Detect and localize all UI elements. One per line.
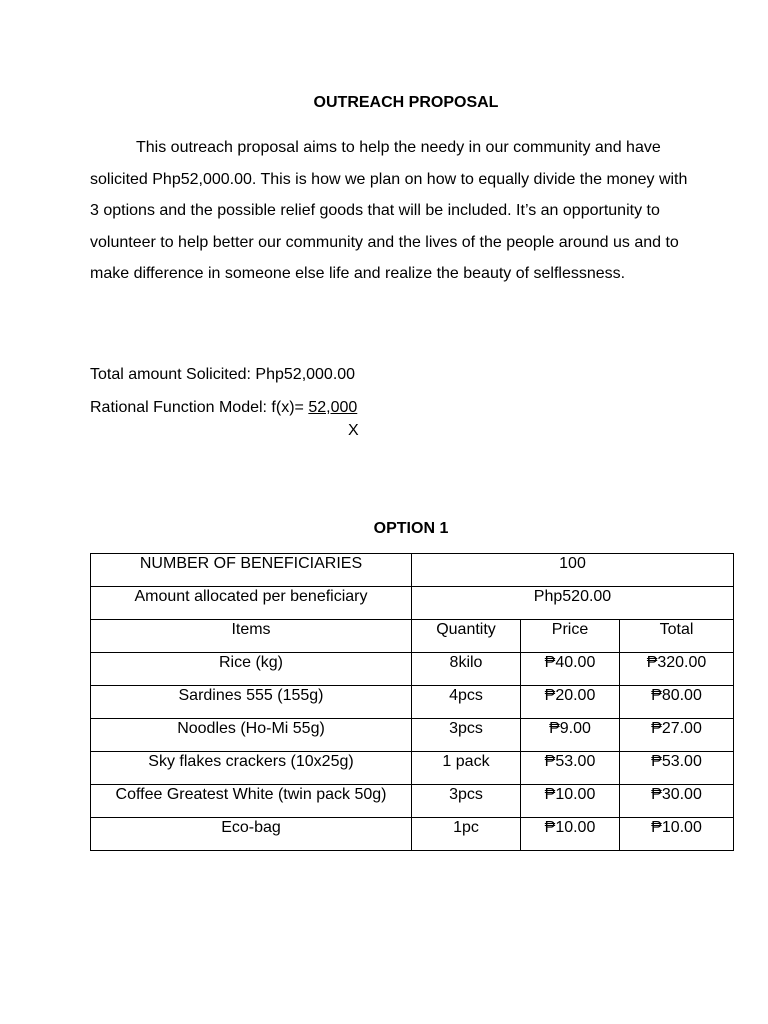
allocation-label: Amount allocated per beneficiary (91, 587, 412, 620)
item-name: Sardines 555 (155g) (91, 686, 412, 719)
beneficiaries-label: NUMBER OF BENEFICIARIES (91, 554, 412, 587)
model-denominator: X (348, 422, 359, 439)
item-name: Noodles (Ho-Mi 55g) (91, 719, 412, 752)
rational-function-model-line (90, 399, 357, 417)
model-label: Rational Function Model: f(x)= (90, 399, 309, 416)
allocation-row (91, 587, 734, 620)
item-name: Sky flakes crackers (10x25g) (91, 752, 412, 785)
item-total: ₱10.00 (620, 818, 734, 851)
item-quantity: 3pcs (412, 785, 521, 818)
item-quantity: 3pcs (412, 719, 521, 752)
intro-paragraph: This outreach proposal aims to help the needy in our community and have solicited Php52,000.00. This is how we plan on how to equally divide the money with 3 options and the possible relief goods that will be included. It’s an opportunity to volunteer to help better our community and the lives of the people around us and to make difference in someone else life and realize the beauty of selflessness. (90, 139, 688, 282)
item-price: ₱10.00 (521, 785, 620, 818)
item-total: ₱320.00 (620, 653, 734, 686)
table-row (91, 785, 734, 818)
item-price: ₱9.00 (521, 719, 620, 752)
table-row (91, 686, 734, 719)
item-total: ₱53.00 (620, 752, 734, 785)
item-quantity: 1 pack (412, 752, 521, 785)
beneficiaries-value: 100 (412, 554, 734, 587)
item-price: ₱20.00 (521, 686, 620, 719)
table-row (91, 818, 734, 851)
item-name: Coffee Greatest White (twin pack 50g) (91, 785, 412, 818)
table-row (91, 653, 734, 686)
total-solicited-line: Total amount Solicited: Php52,000.00 (90, 366, 356, 383)
item-name: Rice (kg) (91, 653, 412, 686)
item-price: ₱40.00 (521, 653, 620, 686)
header-row (91, 620, 734, 653)
item-quantity: 1pc (412, 818, 521, 851)
option-title: OPTION 1 (373, 520, 449, 537)
item-total: ₱80.00 (620, 686, 734, 719)
item-quantity: 4pcs (412, 686, 521, 719)
item-name: Eco-bag (91, 818, 412, 851)
option-table (90, 553, 734, 851)
header-price: Price (521, 620, 620, 653)
table-row (91, 719, 734, 752)
header-items: Items (91, 620, 412, 653)
item-total: ₱30.00 (620, 785, 734, 818)
item-price: ₱10.00 (521, 818, 620, 851)
header-total: Total (620, 620, 734, 653)
document-title: OUTREACH PROPOSAL (313, 94, 499, 111)
table-row (91, 752, 734, 785)
header-quantity: Quantity (412, 620, 521, 653)
allocation-value: Php520.00 (412, 587, 734, 620)
item-price: ₱53.00 (521, 752, 620, 785)
model-numerator: 52,000 (308, 399, 358, 416)
item-total: ₱27.00 (620, 719, 734, 752)
beneficiaries-row (91, 554, 734, 587)
item-quantity: 8kilo (412, 653, 521, 686)
